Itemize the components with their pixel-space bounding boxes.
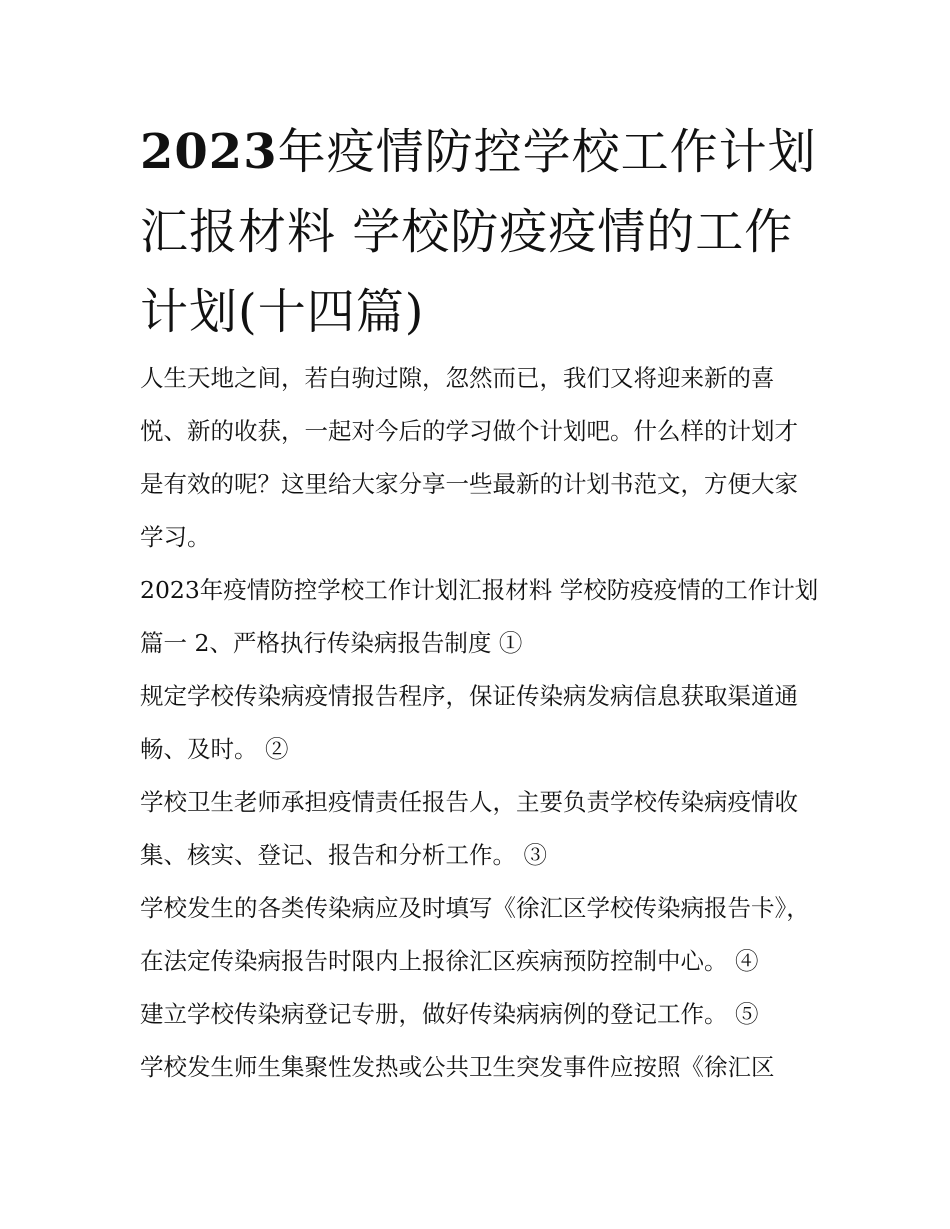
paragraph-item-3: 学校发生的各类传染病应及时填写《徐汇区学校传染病报告卡》，在法定传染病报告时限内上报徐汇区疾病预防控制中心。 ④ bbox=[140, 894, 810, 975]
paragraph-item-1: 规定学校传染病疫情报告程序，保证传染病发病信息获取渠道通畅、及时。 ② bbox=[140, 682, 798, 763]
title-year: 2023 bbox=[140, 124, 278, 180]
paragraph-item-5: 学校发生师生集聚性发热或公共卫生突发事件应按照《徐汇区 bbox=[140, 1053, 775, 1081]
title-text: 年疫情防控学校工作计划汇报材料 学校防疫疫情的工作计划(十四篇) bbox=[140, 124, 817, 340]
document-body bbox=[140, 352, 820, 1094]
paragraph-item-2: 学校卫生老师承担疫情责任报告人，主要负责学校传染病疫情收集、核实、登记、报告和分析工作。 ③ bbox=[140, 788, 798, 869]
paragraph-intro: 人生天地之间，若白驹过隙，忽然而已，我们又将迎来新的喜悦、新的收获，一起对今后的学习做个计划吧。什么样的计划才是有效的呢？这里给大家分享一些最新的计划书范文，方便大家学习。 bbox=[140, 364, 798, 551]
paragraph-item-4: 建立学校传染病登记专册，做好传染病病例的登记工作。 ⑤ bbox=[140, 1000, 759, 1028]
paragraph-section-heading: 2023年疫情防控学校工作计划汇报材料 学校防疫疫情的工作计划篇一 2、严格执行传染病报告制度 ① bbox=[140, 576, 819, 657]
document-title bbox=[140, 112, 820, 352]
